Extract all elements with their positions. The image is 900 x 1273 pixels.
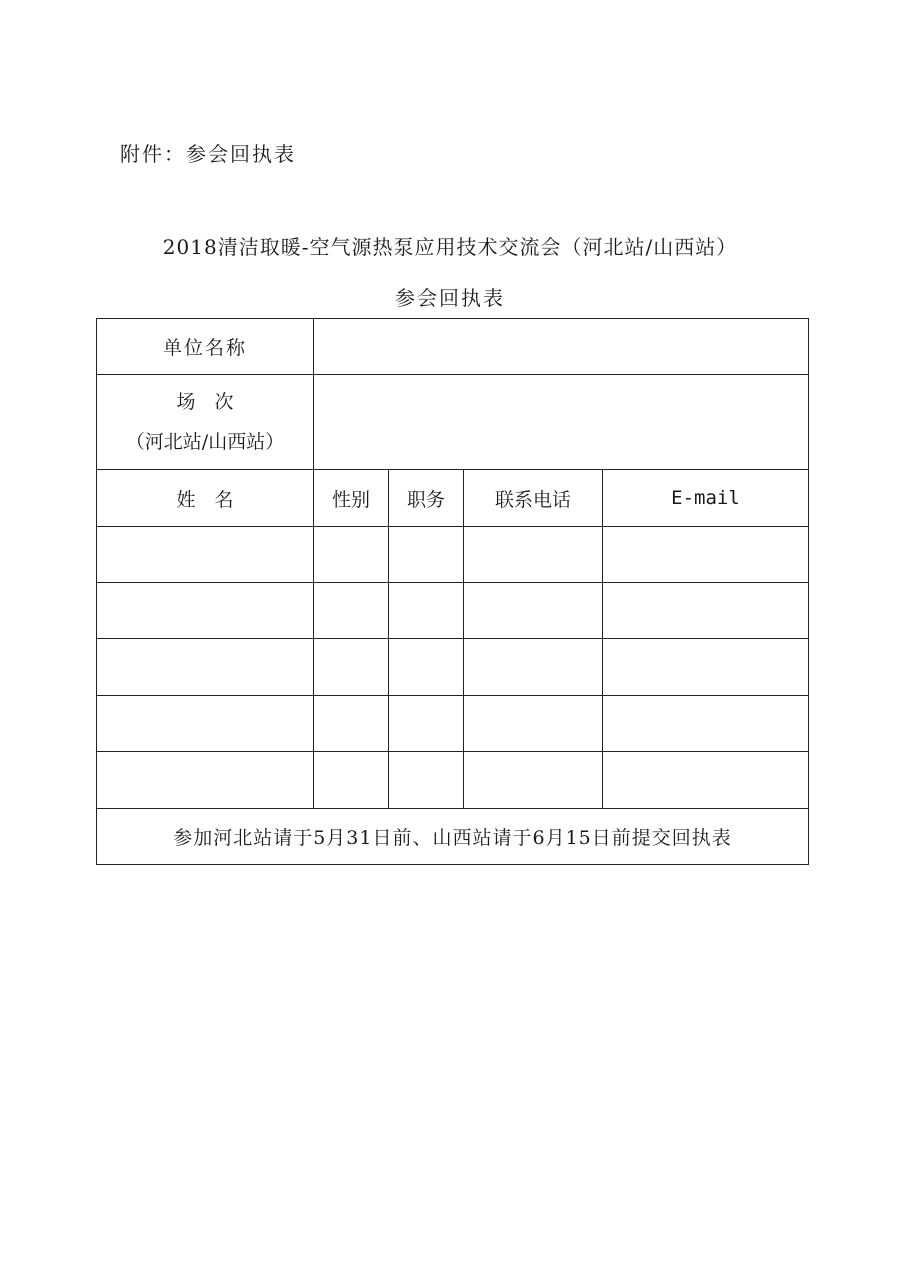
position-cell[interactable]: [389, 696, 464, 752]
position-cell[interactable]: [389, 583, 464, 639]
gender-cell[interactable]: [314, 752, 389, 809]
column-header-gender: 性别: [314, 470, 389, 527]
column-header-position: 职务: [389, 470, 464, 527]
email-cell[interactable]: [603, 583, 809, 639]
name-cell[interactable]: [97, 696, 314, 752]
session-field[interactable]: [314, 375, 809, 470]
phone-cell[interactable]: [464, 696, 603, 752]
position-cell[interactable]: [389, 527, 464, 583]
attachment-label: 附件：参会回执表: [120, 142, 296, 166]
email-cell[interactable]: [603, 527, 809, 583]
gender-cell[interactable]: [314, 583, 389, 639]
name-cell[interactable]: [97, 583, 314, 639]
submission-deadline-note: 参加河北站请于5月31日前、山西站请于6月15日前提交回执表: [97, 809, 809, 865]
table-row: [97, 527, 809, 583]
session-row: [97, 375, 809, 470]
table-row: [97, 696, 809, 752]
position-cell[interactable]: [389, 639, 464, 696]
document-title-text: 2018清洁取暖-空气源热泵应用技术交流会（河北站/山西站）: [162, 235, 738, 259]
column-header-phone: 联系电话: [464, 470, 603, 527]
name-cell[interactable]: [97, 752, 314, 809]
email-cell[interactable]: [603, 639, 809, 696]
table-row: [97, 639, 809, 696]
name-cell[interactable]: [97, 527, 314, 583]
email-cell[interactable]: [603, 752, 809, 809]
gender-cell[interactable]: [314, 696, 389, 752]
position-cell[interactable]: [389, 752, 464, 809]
registration-form-table: [96, 318, 809, 865]
gender-cell[interactable]: [314, 639, 389, 696]
document-subtitle: 参会回执表: [395, 286, 505, 310]
table-row: [97, 583, 809, 639]
session-label-line2: （河北站/山西站）: [125, 431, 285, 453]
gender-cell[interactable]: [314, 527, 389, 583]
column-header-name: 姓 名: [97, 470, 314, 527]
phone-cell[interactable]: [464, 527, 603, 583]
session-label: [97, 375, 314, 470]
phone-cell[interactable]: [464, 583, 603, 639]
unit-name-label: 单位名称: [97, 319, 314, 375]
name-cell[interactable]: [97, 639, 314, 696]
table-row: [97, 752, 809, 809]
session-label-line1: 场 次: [176, 391, 234, 413]
unit-name-row: [97, 319, 809, 375]
phone-cell[interactable]: [464, 639, 603, 696]
footer-row: [97, 809, 809, 865]
header-row: [97, 470, 809, 527]
document-title: [0, 231, 900, 260]
phone-cell[interactable]: [464, 752, 603, 809]
unit-name-field[interactable]: [314, 319, 809, 375]
column-header-email: E-mail: [603, 470, 809, 527]
email-cell[interactable]: [603, 696, 809, 752]
